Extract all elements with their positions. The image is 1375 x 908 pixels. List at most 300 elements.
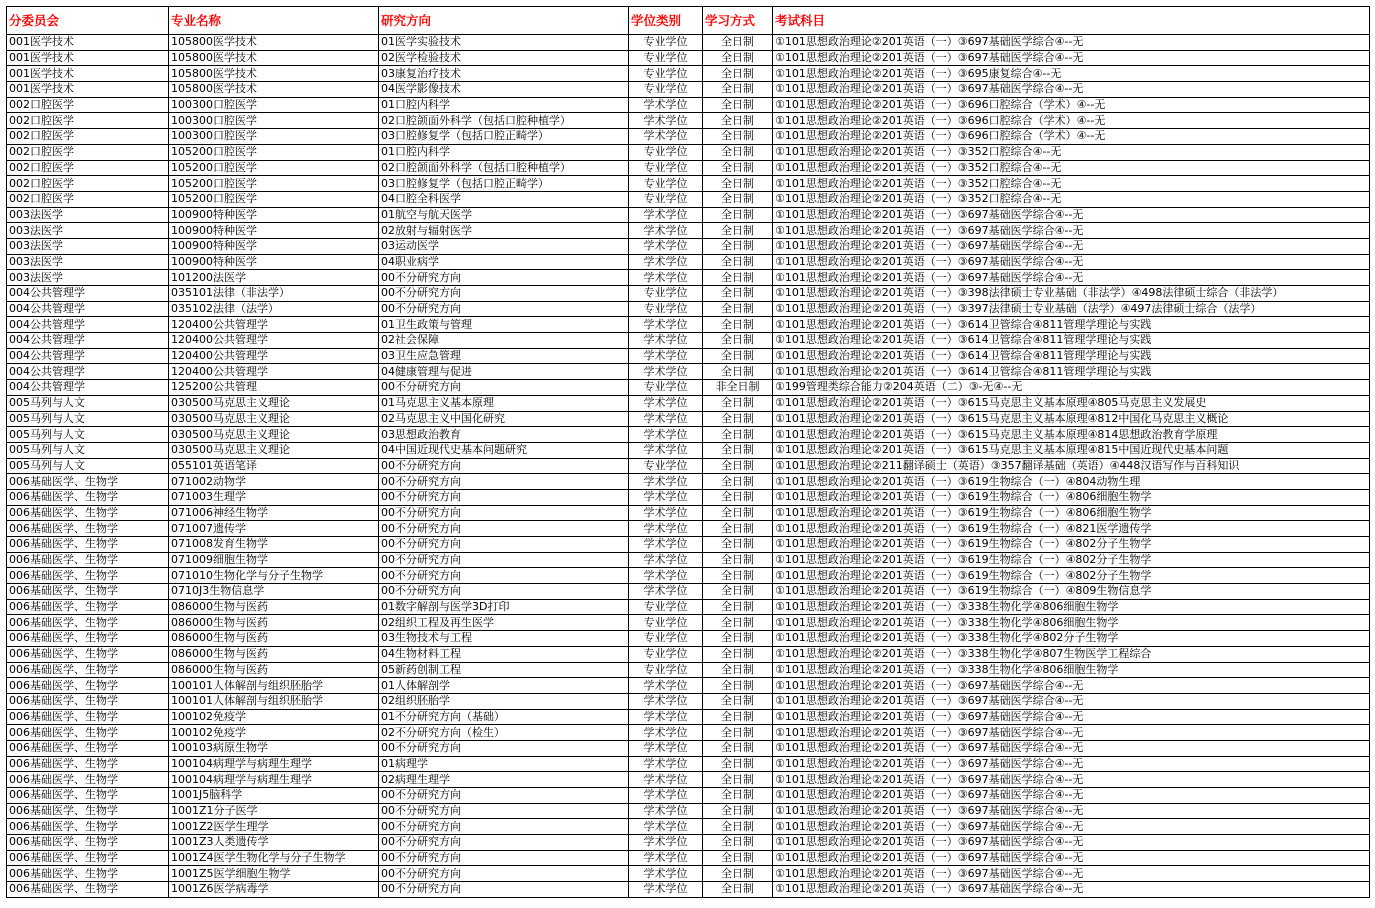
study-mode-cell: 全日制 [703, 646, 773, 662]
exam-subjects-cell: ①101思想政治理论②201英语（一）③397法律硕士专业基础（法学）④497法律硕士综合（法学） [773, 301, 1370, 317]
table-row [7, 411, 1370, 427]
committee-cell: 001医学技术 [7, 66, 169, 82]
table-row [7, 819, 1370, 835]
committee-cell: 001医学技术 [7, 82, 169, 98]
committee-cell: 003法医学 [7, 254, 169, 270]
degree-type-cell: 学术学位 [629, 740, 703, 756]
degree-type-cell: 学术学位 [629, 537, 703, 553]
major-cell: 071008发育生物学 [169, 537, 379, 553]
committee-cell: 005马列与人文 [7, 411, 169, 427]
committee-cell: 002口腔医学 [7, 113, 169, 129]
exam-subjects-cell: ①101思想政治理论②201英语（一）③697基础医学综合④--无 [773, 207, 1370, 223]
degree-type-cell: 专业学位 [629, 82, 703, 98]
research-direction-cell: 01病理学 [379, 756, 629, 772]
study-mode-cell: 全日制 [703, 866, 773, 882]
research-direction-cell: 03思想政治教育 [379, 427, 629, 443]
research-direction-cell: 01医学实验技术 [379, 35, 629, 51]
exam-subjects-cell: ①101思想政治理论②201英语（一）③697基础医学综合④--无 [773, 678, 1370, 694]
research-direction-cell: 00不分研究方向 [379, 788, 629, 804]
degree-type-cell: 学术学位 [629, 725, 703, 741]
exam-subjects-cell: ①101思想政治理论②201英语（一）③352口腔综合④--无 [773, 160, 1370, 176]
degree-type-cell: 学术学位 [629, 348, 703, 364]
table-row [7, 725, 1370, 741]
table-row [7, 458, 1370, 474]
research-direction-cell: 01口腔内科学 [379, 144, 629, 160]
table-row [7, 772, 1370, 788]
exam-subjects-cell: ①101思想政治理论②201英语（一）③697基础医学综合④--无 [773, 835, 1370, 851]
research-direction-cell: 00不分研究方向 [379, 866, 629, 882]
committee-cell: 004公共管理学 [7, 301, 169, 317]
study-mode-cell: 全日制 [703, 756, 773, 772]
research-direction-cell: 02口腔颌面外科学（包括口腔种植学） [379, 160, 629, 176]
research-direction-cell: 02口腔颌面外科学（包括口腔种植学） [379, 113, 629, 129]
major-cell: 1001Z1分子医学 [169, 803, 379, 819]
degree-type-cell: 学术学位 [629, 568, 703, 584]
research-direction-cell: 04职业病学 [379, 254, 629, 270]
research-direction-cell: 02组织胚胎学 [379, 693, 629, 709]
research-direction-cell: 00不分研究方向 [379, 882, 629, 898]
degree-type-cell: 学术学位 [629, 411, 703, 427]
exam-subjects-cell: ①101思想政治理论②201英语（一）③697基础医学综合④--无 [773, 82, 1370, 98]
major-cell: 100103病原生物学 [169, 740, 379, 756]
research-direction-cell: 03口腔修复学（包括口腔正畸学） [379, 176, 629, 192]
degree-type-cell: 学术学位 [629, 270, 703, 286]
exam-subjects-cell: ①101思想政治理论②201英语（一）③352口腔综合④--无 [773, 144, 1370, 160]
table-row [7, 113, 1370, 129]
degree-type-cell: 专业学位 [629, 458, 703, 474]
degree-type-cell: 学术学位 [629, 427, 703, 443]
study-mode-cell: 全日制 [703, 819, 773, 835]
committee-cell: 006基础医学、生物学 [7, 725, 169, 741]
committee-cell: 006基础医学、生物学 [7, 599, 169, 615]
study-mode-cell: 全日制 [703, 850, 773, 866]
degree-type-cell: 学术学位 [629, 333, 703, 349]
major-cell: 086000生物与医药 [169, 599, 379, 615]
major-cell: 086000生物与医药 [169, 615, 379, 631]
committee-cell: 006基础医学、生物学 [7, 740, 169, 756]
major-cell: 086000生物与医药 [169, 662, 379, 678]
major-cell: 030500马克思主义理论 [169, 411, 379, 427]
study-mode-cell: 全日制 [703, 286, 773, 302]
committee-cell: 005马列与人文 [7, 458, 169, 474]
table-row [7, 35, 1370, 51]
major-cell: 030500马克思主义理论 [169, 442, 379, 458]
study-mode-cell: 全日制 [703, 82, 773, 98]
study-mode-cell: 全日制 [703, 113, 773, 129]
exam-subjects-cell: ①101思想政治理论②201英语（一）③352口腔综合④--无 [773, 176, 1370, 192]
study-mode-cell: 全日制 [703, 270, 773, 286]
research-direction-cell: 00不分研究方向 [379, 458, 629, 474]
research-direction-cell: 00不分研究方向 [379, 740, 629, 756]
study-mode-cell: 全日制 [703, 395, 773, 411]
major-cell: 086000生物与医药 [169, 646, 379, 662]
committee-cell: 006基础医学、生物学 [7, 537, 169, 553]
major-cell: 1001Z4医学生物化学与分子生物学 [169, 850, 379, 866]
study-mode-cell: 全日制 [703, 505, 773, 521]
study-mode-cell: 全日制 [703, 191, 773, 207]
study-mode-cell: 全日制 [703, 427, 773, 443]
table-row [7, 662, 1370, 678]
degree-type-cell: 专业学位 [629, 144, 703, 160]
table-row [7, 129, 1370, 145]
committee-cell: 003法医学 [7, 238, 169, 254]
degree-type-cell: 专业学位 [629, 631, 703, 647]
exam-subjects-cell: ①101思想政治理论②201英语（一）③697基础医学综合④--无 [773, 740, 1370, 756]
committee-cell: 003法医学 [7, 270, 169, 286]
major-cell: 071009细胞生物学 [169, 552, 379, 568]
exam-subjects-cell: ①101思想政治理论②201英语（一）③338生物化学④806细胞生物学 [773, 615, 1370, 631]
research-direction-cell: 04中国近现代史基本问题研究 [379, 442, 629, 458]
degree-type-cell: 学术学位 [629, 756, 703, 772]
committee-cell: 002口腔医学 [7, 160, 169, 176]
study-mode-cell: 全日制 [703, 474, 773, 490]
degree-type-cell: 学术学位 [629, 850, 703, 866]
major-cell: 100300口腔医学 [169, 113, 379, 129]
research-direction-cell: 00不分研究方向 [379, 835, 629, 851]
research-direction-cell: 00不分研究方向 [379, 380, 629, 396]
committee-cell: 006基础医学、生物学 [7, 646, 169, 662]
degree-type-cell: 专业学位 [629, 615, 703, 631]
degree-type-cell: 学术学位 [629, 772, 703, 788]
exam-subjects-cell: ①101思想政治理论②201英语（一）③338生物化学④802分子生物学 [773, 631, 1370, 647]
major-cell: 100900特种医学 [169, 223, 379, 239]
major-cell: 120400公共管理学 [169, 317, 379, 333]
study-mode-cell: 全日制 [703, 207, 773, 223]
committee-cell: 006基础医学、生物学 [7, 803, 169, 819]
table-row [7, 474, 1370, 490]
degree-type-cell: 学术学位 [629, 254, 703, 270]
study-mode-cell: 全日制 [703, 129, 773, 145]
table-row [7, 599, 1370, 615]
study-mode-cell: 全日制 [703, 835, 773, 851]
research-direction-cell: 00不分研究方向 [379, 568, 629, 584]
study-mode-cell: 全日制 [703, 725, 773, 741]
major-cell: 030500马克思主义理论 [169, 395, 379, 411]
table-row [7, 348, 1370, 364]
committee-cell: 006基础医学、生物学 [7, 474, 169, 490]
degree-type-cell: 专业学位 [629, 66, 703, 82]
exam-subjects-cell: ①101思想政治理论②201英语（一）③697基础医学综合④--无 [773, 803, 1370, 819]
exam-subjects-cell: ①101思想政治理论②201英语（一）③352口腔综合④--无 [773, 191, 1370, 207]
study-mode-cell: 全日制 [703, 772, 773, 788]
study-mode-cell: 全日制 [703, 740, 773, 756]
major-cell: 071006神经生物学 [169, 505, 379, 521]
research-direction-cell: 00不分研究方向 [379, 286, 629, 302]
degree-type-cell: 学术学位 [629, 552, 703, 568]
research-direction-cell: 02病理生理学 [379, 772, 629, 788]
committee-cell: 006基础医学、生物学 [7, 678, 169, 694]
study-mode-cell: 全日制 [703, 631, 773, 647]
table-row [7, 631, 1370, 647]
research-direction-cell: 00不分研究方向 [379, 474, 629, 490]
exam-subjects-cell: ①101思想政治理论②201英语（一）③614卫管综合④811管理学理论与实践 [773, 317, 1370, 333]
exam-subjects-cell: ①101思想政治理论②201英语（一）③697基础医学综合④--无 [773, 223, 1370, 239]
major-cell: 101200法医学 [169, 270, 379, 286]
header-degree-type: 学位类别 [629, 7, 703, 35]
study-mode-cell: 非全日制 [703, 380, 773, 396]
table-row [7, 584, 1370, 600]
committee-cell: 006基础医学、生物学 [7, 882, 169, 898]
degree-type-cell: 学术学位 [629, 882, 703, 898]
committee-cell: 002口腔医学 [7, 191, 169, 207]
major-cell: 1001Z6医学病毒学 [169, 882, 379, 898]
major-cell: 100900特种医学 [169, 254, 379, 270]
research-direction-cell: 05新药创制工程 [379, 662, 629, 678]
table-row [7, 740, 1370, 756]
committee-cell: 006基础医学、生物学 [7, 489, 169, 505]
committee-cell: 006基础医学、生物学 [7, 693, 169, 709]
research-direction-cell: 01数字解剖与医学3D打印 [379, 599, 629, 615]
research-direction-cell: 04生物材料工程 [379, 646, 629, 662]
table-row [7, 82, 1370, 98]
research-direction-cell: 01不分研究方向（基础） [379, 709, 629, 725]
table-row [7, 537, 1370, 553]
committee-cell: 006基础医学、生物学 [7, 662, 169, 678]
degree-type-cell: 学术学位 [629, 223, 703, 239]
committee-cell: 005马列与人文 [7, 442, 169, 458]
table-row [7, 238, 1370, 254]
degree-type-cell: 专业学位 [629, 380, 703, 396]
major-cell: 100300口腔医学 [169, 129, 379, 145]
study-mode-cell: 全日制 [703, 489, 773, 505]
exam-subjects-cell: ①101思想政治理论②201英语（一）③697基础医学综合④--无 [773, 788, 1370, 804]
study-mode-cell: 全日制 [703, 584, 773, 600]
committee-cell: 006基础医学、生物学 [7, 772, 169, 788]
major-cell: 071010生物化学与分子生物学 [169, 568, 379, 584]
exam-subjects-cell: ①101思想政治理论②201英语（一）③615马克思主义基本原理④814思想政治教育学原理 [773, 427, 1370, 443]
committee-cell: 006基础医学、生物学 [7, 866, 169, 882]
research-direction-cell: 03生物技术与工程 [379, 631, 629, 647]
research-direction-cell: 00不分研究方向 [379, 505, 629, 521]
degree-type-cell: 专业学位 [629, 662, 703, 678]
committee-cell: 005马列与人文 [7, 427, 169, 443]
degree-type-cell: 学术学位 [629, 395, 703, 411]
exam-subjects-cell: ①101思想政治理论②201英语（一）③697基础医学综合④--无 [773, 50, 1370, 66]
study-mode-cell: 全日制 [703, 788, 773, 804]
research-direction-cell: 04健康管理与促进 [379, 364, 629, 380]
major-cell: 086000生物与医药 [169, 631, 379, 647]
research-direction-cell: 02医学检验技术 [379, 50, 629, 66]
exam-subjects-cell: ①101思想政治理论②201英语（一）③619生物综合（一）④804动物生理 [773, 474, 1370, 490]
degree-type-cell: 学术学位 [629, 835, 703, 851]
degree-type-cell: 专业学位 [629, 160, 703, 176]
major-cell: 035102法律（法学） [169, 301, 379, 317]
table-row [7, 646, 1370, 662]
study-mode-cell: 全日制 [703, 238, 773, 254]
exam-subjects-cell: ①101思想政治理论②201英语（一）③697基础医学综合④--无 [773, 238, 1370, 254]
committee-cell: 004公共管理学 [7, 364, 169, 380]
research-direction-cell: 01马克思主义基本原理 [379, 395, 629, 411]
exam-subjects-cell: ①101思想政治理论②201英语（一）③619生物综合（一）④806细胞生物学 [773, 489, 1370, 505]
study-mode-cell: 全日制 [703, 176, 773, 192]
table-row [7, 207, 1370, 223]
committee-cell: 006基础医学、生物学 [7, 819, 169, 835]
degree-type-cell: 学术学位 [629, 129, 703, 145]
research-direction-cell: 00不分研究方向 [379, 803, 629, 819]
study-mode-cell: 全日制 [703, 803, 773, 819]
study-mode-cell: 全日制 [703, 693, 773, 709]
exam-subjects-cell: ①101思想政治理论②201英语（一）③697基础医学综合④--无 [773, 850, 1370, 866]
exam-subjects-cell: ①101思想政治理论②201英语（一）③619生物综合（一）④802分子生物学 [773, 552, 1370, 568]
study-mode-cell: 全日制 [703, 348, 773, 364]
major-cell: 100900特种医学 [169, 207, 379, 223]
header-exam-subjects: 考试科目 [773, 7, 1370, 35]
committee-cell: 006基础医学、生物学 [7, 521, 169, 537]
study-mode-cell: 全日制 [703, 882, 773, 898]
table-row [7, 756, 1370, 772]
table-row [7, 693, 1370, 709]
major-cell: 100102免疫学 [169, 725, 379, 741]
research-direction-cell: 00不分研究方向 [379, 521, 629, 537]
table-row [7, 521, 1370, 537]
study-mode-cell: 全日制 [703, 97, 773, 113]
committee-cell: 003法医学 [7, 223, 169, 239]
research-direction-cell: 01口腔内科学 [379, 97, 629, 113]
exam-subjects-cell: ①101思想政治理论②201英语（一）③697基础医学综合④--无 [773, 772, 1370, 788]
degree-type-cell: 学术学位 [629, 489, 703, 505]
study-mode-cell: 全日制 [703, 599, 773, 615]
study-mode-cell: 全日制 [703, 144, 773, 160]
exam-subjects-cell: ①199管理类综合能力②204英语（二）③-无④--无 [773, 380, 1370, 396]
exam-subjects-cell: ①101思想政治理论②201英语（一）③615马克思主义基本原理④805马克思主义发展史 [773, 395, 1370, 411]
committee-cell: 006基础医学、生物学 [7, 568, 169, 584]
degree-type-cell: 学术学位 [629, 693, 703, 709]
study-mode-cell: 全日制 [703, 678, 773, 694]
exam-subjects-cell: ①101思想政治理论②201英语（一）③615马克思主义基本原理④812中国化马克思主义概论 [773, 411, 1370, 427]
major-cell: 1001Z2医学生理学 [169, 819, 379, 835]
research-direction-cell: 03卫生应急管理 [379, 348, 629, 364]
table-row [7, 489, 1370, 505]
exam-subjects-cell: ①101思想政治理论②201英语（一）③697基础医学综合④--无 [773, 819, 1370, 835]
major-cell: 100104病理学与病理生理学 [169, 756, 379, 772]
exam-subjects-cell: ①101思想政治理论②201英语（一）③697基础医学综合④--无 [773, 882, 1370, 898]
major-cell: 120400公共管理学 [169, 348, 379, 364]
research-direction-cell: 02放射与辐射医学 [379, 223, 629, 239]
degree-type-cell: 专业学位 [629, 50, 703, 66]
exam-subjects-cell: ①101思想政治理论②201英语（一）③338生物化学④807生物医学工程综合 [773, 646, 1370, 662]
degree-type-cell: 学术学位 [629, 678, 703, 694]
research-direction-cell: 02马克思主义中国化研究 [379, 411, 629, 427]
table-row [7, 160, 1370, 176]
committee-cell: 006基础医学、生物学 [7, 505, 169, 521]
research-direction-cell: 03运动医学 [379, 238, 629, 254]
research-direction-cell: 04口腔全科医学 [379, 191, 629, 207]
study-mode-cell: 全日制 [703, 50, 773, 66]
exam-subjects-cell: ①101思想政治理论②201英语（一）③338生物化学④806细胞生物学 [773, 662, 1370, 678]
degree-type-cell: 学术学位 [629, 97, 703, 113]
table-body [7, 35, 1370, 898]
study-mode-cell: 全日制 [703, 66, 773, 82]
major-cell: 120400公共管理学 [169, 333, 379, 349]
study-mode-cell: 全日制 [703, 552, 773, 568]
table-row [7, 144, 1370, 160]
table-row [7, 552, 1370, 568]
study-mode-cell: 全日制 [703, 521, 773, 537]
table-row [7, 97, 1370, 113]
study-mode-cell: 全日制 [703, 223, 773, 239]
degree-type-cell: 学术学位 [629, 113, 703, 129]
major-cell: 1001J5脑科学 [169, 788, 379, 804]
degree-type-cell: 学术学位 [629, 207, 703, 223]
degree-type-cell: 学术学位 [629, 709, 703, 725]
exam-subjects-cell: ①101思想政治理论②201英语（一）③697基础医学综合④--无 [773, 709, 1370, 725]
exam-subjects-cell: ①101思想政治理论②201英语（一）③697基础医学综合④--无 [773, 756, 1370, 772]
header-major: 专业名称 [169, 7, 379, 35]
research-direction-cell: 02社会保障 [379, 333, 629, 349]
research-direction-cell: 00不分研究方向 [379, 850, 629, 866]
table-row [7, 333, 1370, 349]
table-row [7, 301, 1370, 317]
research-direction-cell: 00不分研究方向 [379, 270, 629, 286]
table-header [7, 7, 1370, 35]
research-direction-cell: 00不分研究方向 [379, 537, 629, 553]
major-cell: 100104病理学与病理生理学 [169, 772, 379, 788]
exam-subjects-cell: ①101思想政治理论②201英语（一）③695康复综合④--无 [773, 66, 1370, 82]
study-mode-cell: 全日制 [703, 254, 773, 270]
degree-type-cell: 专业学位 [629, 599, 703, 615]
research-direction-cell: 00不分研究方向 [379, 819, 629, 835]
major-cell: 030500马克思主义理论 [169, 427, 379, 443]
research-direction-cell: 01航空与航天医学 [379, 207, 629, 223]
major-cell: 105200口腔医学 [169, 144, 379, 160]
committee-cell: 002口腔医学 [7, 144, 169, 160]
degree-type-cell: 学术学位 [629, 521, 703, 537]
committee-cell: 002口腔医学 [7, 176, 169, 192]
committee-cell: 004公共管理学 [7, 333, 169, 349]
degree-type-cell: 学术学位 [629, 317, 703, 333]
table-row [7, 505, 1370, 521]
exam-subjects-cell: ①101思想政治理论②201英语（一）③614卫管综合④811管理学理论与实践 [773, 364, 1370, 380]
major-cell: 100900特种医学 [169, 238, 379, 254]
degree-type-cell: 专业学位 [629, 286, 703, 302]
major-cell: 055101英语笔译 [169, 458, 379, 474]
research-direction-cell: 00不分研究方向 [379, 301, 629, 317]
major-cell: 071007遗传学 [169, 521, 379, 537]
research-direction-cell: 02不分研究方向（检生） [379, 725, 629, 741]
table-row [7, 270, 1370, 286]
header-committee: 分委员会 [7, 7, 169, 35]
degree-type-cell: 专业学位 [629, 301, 703, 317]
study-mode-cell: 全日制 [703, 301, 773, 317]
table-row [7, 615, 1370, 631]
major-cell: 125200公共管理 [169, 380, 379, 396]
study-mode-cell: 全日制 [703, 662, 773, 678]
study-mode-cell: 全日制 [703, 35, 773, 51]
table-row [7, 223, 1370, 239]
exam-subjects-cell: ①101思想政治理论②201英语（一）③619生物综合（一）④802分子生物学 [773, 537, 1370, 553]
table-row [7, 788, 1370, 804]
committee-cell: 006基础医学、生物学 [7, 835, 169, 851]
table-row [7, 191, 1370, 207]
table-row [7, 678, 1370, 694]
exam-subjects-cell: ①101思想政治理论②201英语（一）③697基础医学综合④--无 [773, 693, 1370, 709]
research-direction-cell: 03口腔修复学（包括口腔正畸学） [379, 129, 629, 145]
committee-cell: 006基础医学、生物学 [7, 615, 169, 631]
degree-type-cell: 学术学位 [629, 819, 703, 835]
committee-cell: 006基础医学、生物学 [7, 584, 169, 600]
major-cell: 105200口腔医学 [169, 160, 379, 176]
exam-subjects-cell: ①101思想政治理论②211翻译硕士（英语）③357翻译基础（英语）④448汉语写作与百科知识 [773, 458, 1370, 474]
table-row [7, 427, 1370, 443]
research-direction-cell: 00不分研究方向 [379, 489, 629, 505]
table-row [7, 50, 1370, 66]
table-row [7, 317, 1370, 333]
degree-type-cell: 学术学位 [629, 788, 703, 804]
committee-cell: 006基础医学、生物学 [7, 552, 169, 568]
exam-subjects-cell: ①101思想政治理论②201英语（一）③619生物综合（一）④806细胞生物学 [773, 505, 1370, 521]
exam-subjects-cell: ①101思想政治理论②201英语（一）③697基础医学综合④--无 [773, 725, 1370, 741]
exam-subjects-cell: ①101思想政治理论②201英语（一）③619生物综合（一）④821医学遗传学 [773, 521, 1370, 537]
